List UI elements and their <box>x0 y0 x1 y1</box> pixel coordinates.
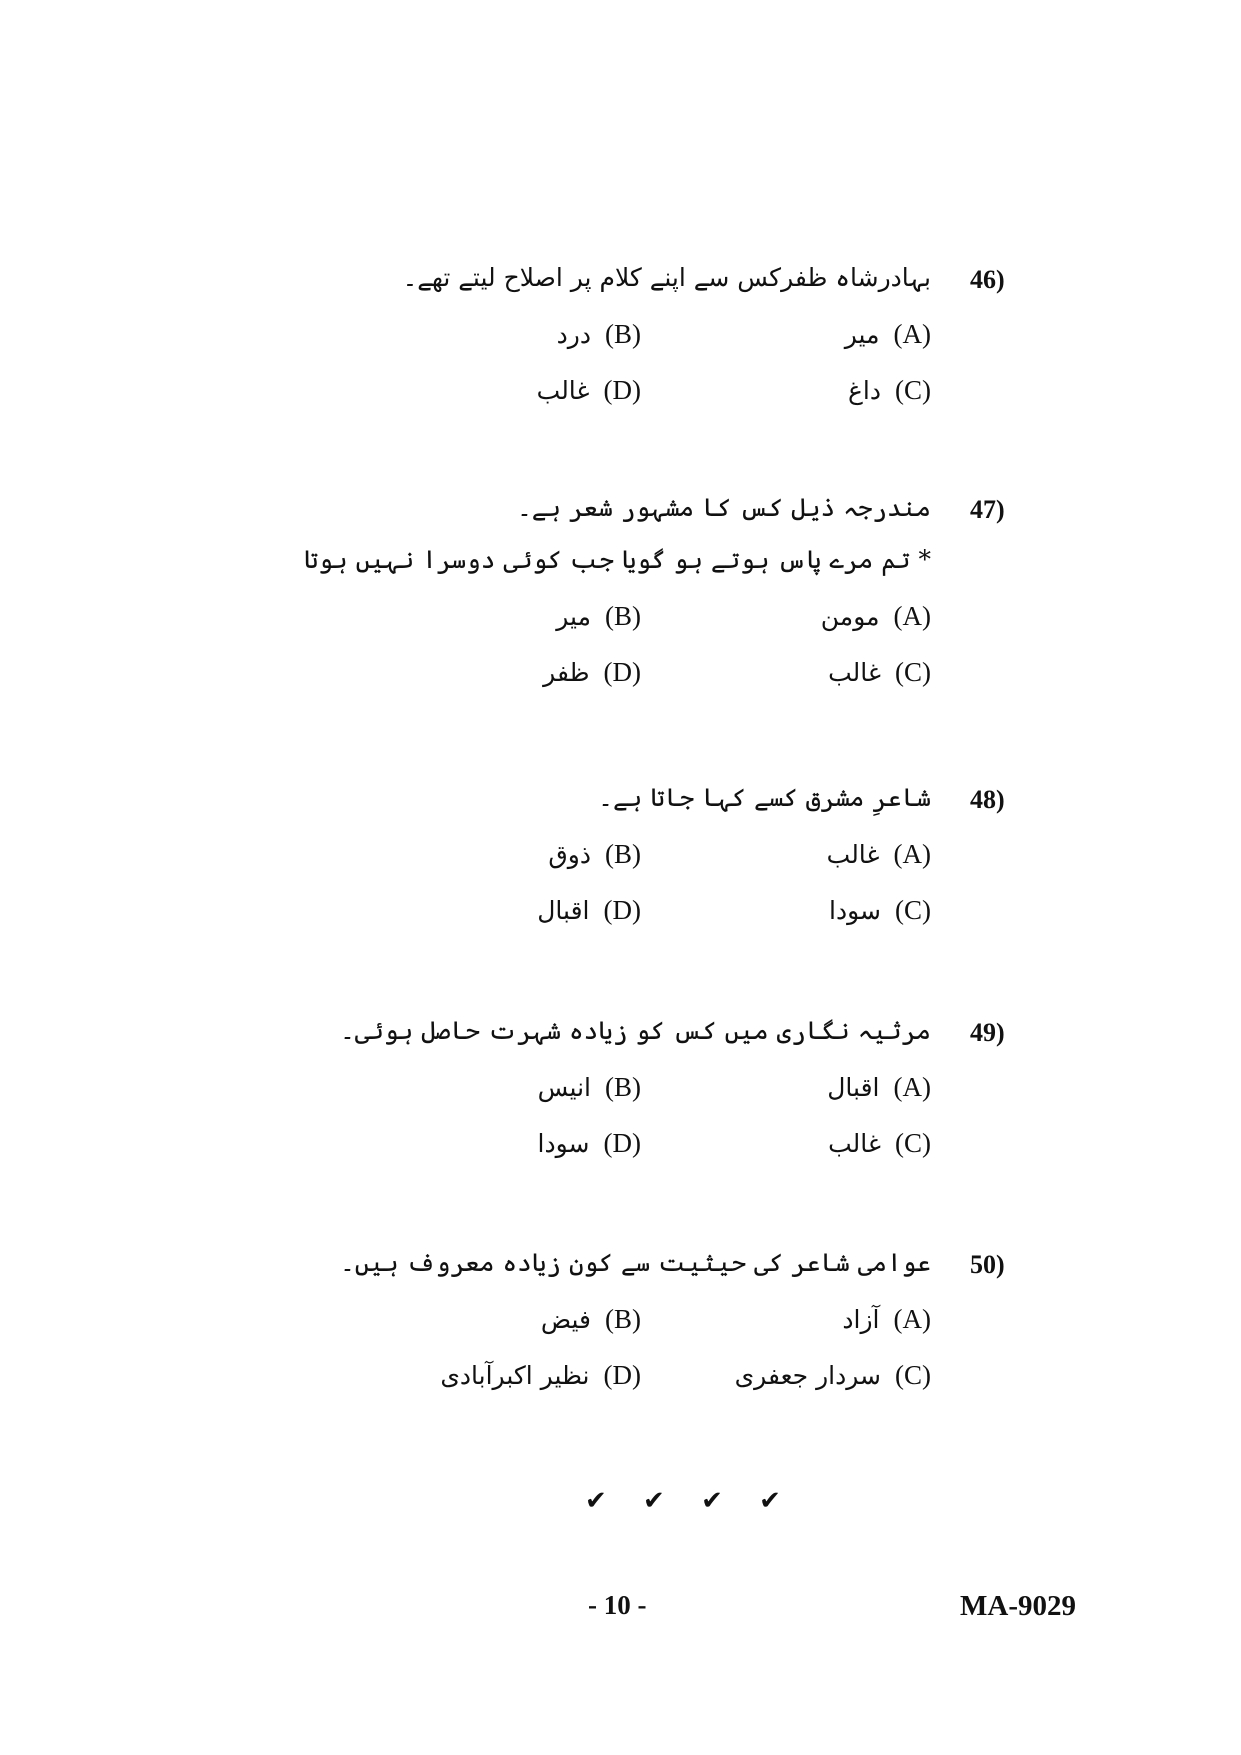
option-label: (D) <box>603 375 641 405</box>
page-number: - 10 - <box>588 1590 647 1620</box>
option-text: مومن <box>820 602 880 631</box>
option-a <box>827 1072 931 1103</box>
option-text: انیس <box>537 1073 591 1102</box>
option-b <box>541 1304 641 1335</box>
question-text: مرثیہ نگاری میں کس کو زیادہ شہرت حاصل ہوئی۔ <box>340 1016 931 1045</box>
option-label: (C) <box>894 375 931 405</box>
question-number: 47) <box>970 495 1005 524</box>
option-a <box>827 839 931 870</box>
option-d <box>543 657 641 688</box>
option-c <box>829 895 931 926</box>
option-label: (C) <box>894 1360 931 1390</box>
option-label: (C) <box>894 1128 931 1158</box>
option-c <box>735 1360 931 1391</box>
option-text: غالب <box>536 376 590 405</box>
paper-code: MA-9029 <box>960 1590 1076 1622</box>
option-a <box>821 601 931 632</box>
option-b <box>556 601 641 632</box>
option-label: (D) <box>603 657 641 687</box>
option-label: (D) <box>603 895 641 925</box>
question-text: بہادرشاہ ظفرکس سے اپنے کلام پر اصلاح لیتے تھے۔ <box>402 263 931 292</box>
option-text: نظیر اکبرآبادی <box>440 1361 590 1390</box>
option-label: (D) <box>603 1360 641 1390</box>
option-d <box>537 895 641 926</box>
option-text: داغ <box>847 376 881 405</box>
question-number: 46) <box>970 265 1005 294</box>
option-c <box>828 657 931 688</box>
option-text: ذوق <box>548 840 591 869</box>
option-label: (B) <box>604 1072 641 1102</box>
end-check-marks: ✔ ✔ ✔ ✔ <box>585 1486 795 1516</box>
option-text: درد <box>556 320 591 349</box>
option-label: (A) <box>893 601 931 631</box>
option-label: (B) <box>604 1304 641 1334</box>
question-number: 50) <box>970 1250 1005 1279</box>
option-label: (C) <box>894 895 931 925</box>
option-label: (D) <box>603 1128 641 1158</box>
option-label: (B) <box>604 839 641 869</box>
option-text: غالب <box>828 1129 881 1158</box>
option-text: ظفر <box>543 658 590 687</box>
option-text: سردار جعفری <box>734 1361 881 1390</box>
option-text: آزاد <box>842 1305 880 1334</box>
option-text: غالب <box>828 658 881 687</box>
option-text: میر <box>556 602 591 631</box>
option-label: (A) <box>893 1072 931 1102</box>
option-label: (C) <box>894 657 931 687</box>
question-text: شاعرِ مشرق کسے کہا جاتا ہے۔ <box>598 783 931 812</box>
option-text: اقبال <box>537 896 590 925</box>
question-number: 49) <box>970 1018 1005 1047</box>
option-d <box>537 375 641 406</box>
option-b <box>538 1072 641 1103</box>
option-d <box>440 1360 641 1391</box>
option-c <box>848 375 931 406</box>
option-text: فیض <box>540 1305 591 1334</box>
option-b <box>557 319 641 350</box>
option-b <box>548 839 641 870</box>
option-label: (A) <box>893 319 931 349</box>
option-text: اقبال <box>827 1073 880 1102</box>
option-text: میر <box>844 320 880 349</box>
option-label: (A) <box>893 1304 931 1334</box>
option-c <box>828 1128 931 1159</box>
option-a <box>845 319 931 350</box>
option-text: غالب <box>826 840 880 869</box>
poetry-couplet: * تم مرے پاس ہوتے ہو گویا جب کوئی دوسرا نہیں ہوتا <box>303 545 931 574</box>
option-d <box>538 1128 641 1159</box>
question-text: مندرجہ ذیل کس کا مشہور شعر ہے۔ <box>517 493 931 522</box>
option-a <box>842 1304 931 1335</box>
question-text: عوامی شاعر کی حیثیت سے کون زیادہ معروف ہیں۔ <box>340 1248 931 1277</box>
option-label: (B) <box>604 601 641 631</box>
question-number: 48) <box>970 785 1005 814</box>
option-label: (A) <box>893 839 931 869</box>
option-text: سودا <box>537 1129 590 1158</box>
option-label: (B) <box>604 319 641 349</box>
option-text: سودا <box>829 896 881 925</box>
